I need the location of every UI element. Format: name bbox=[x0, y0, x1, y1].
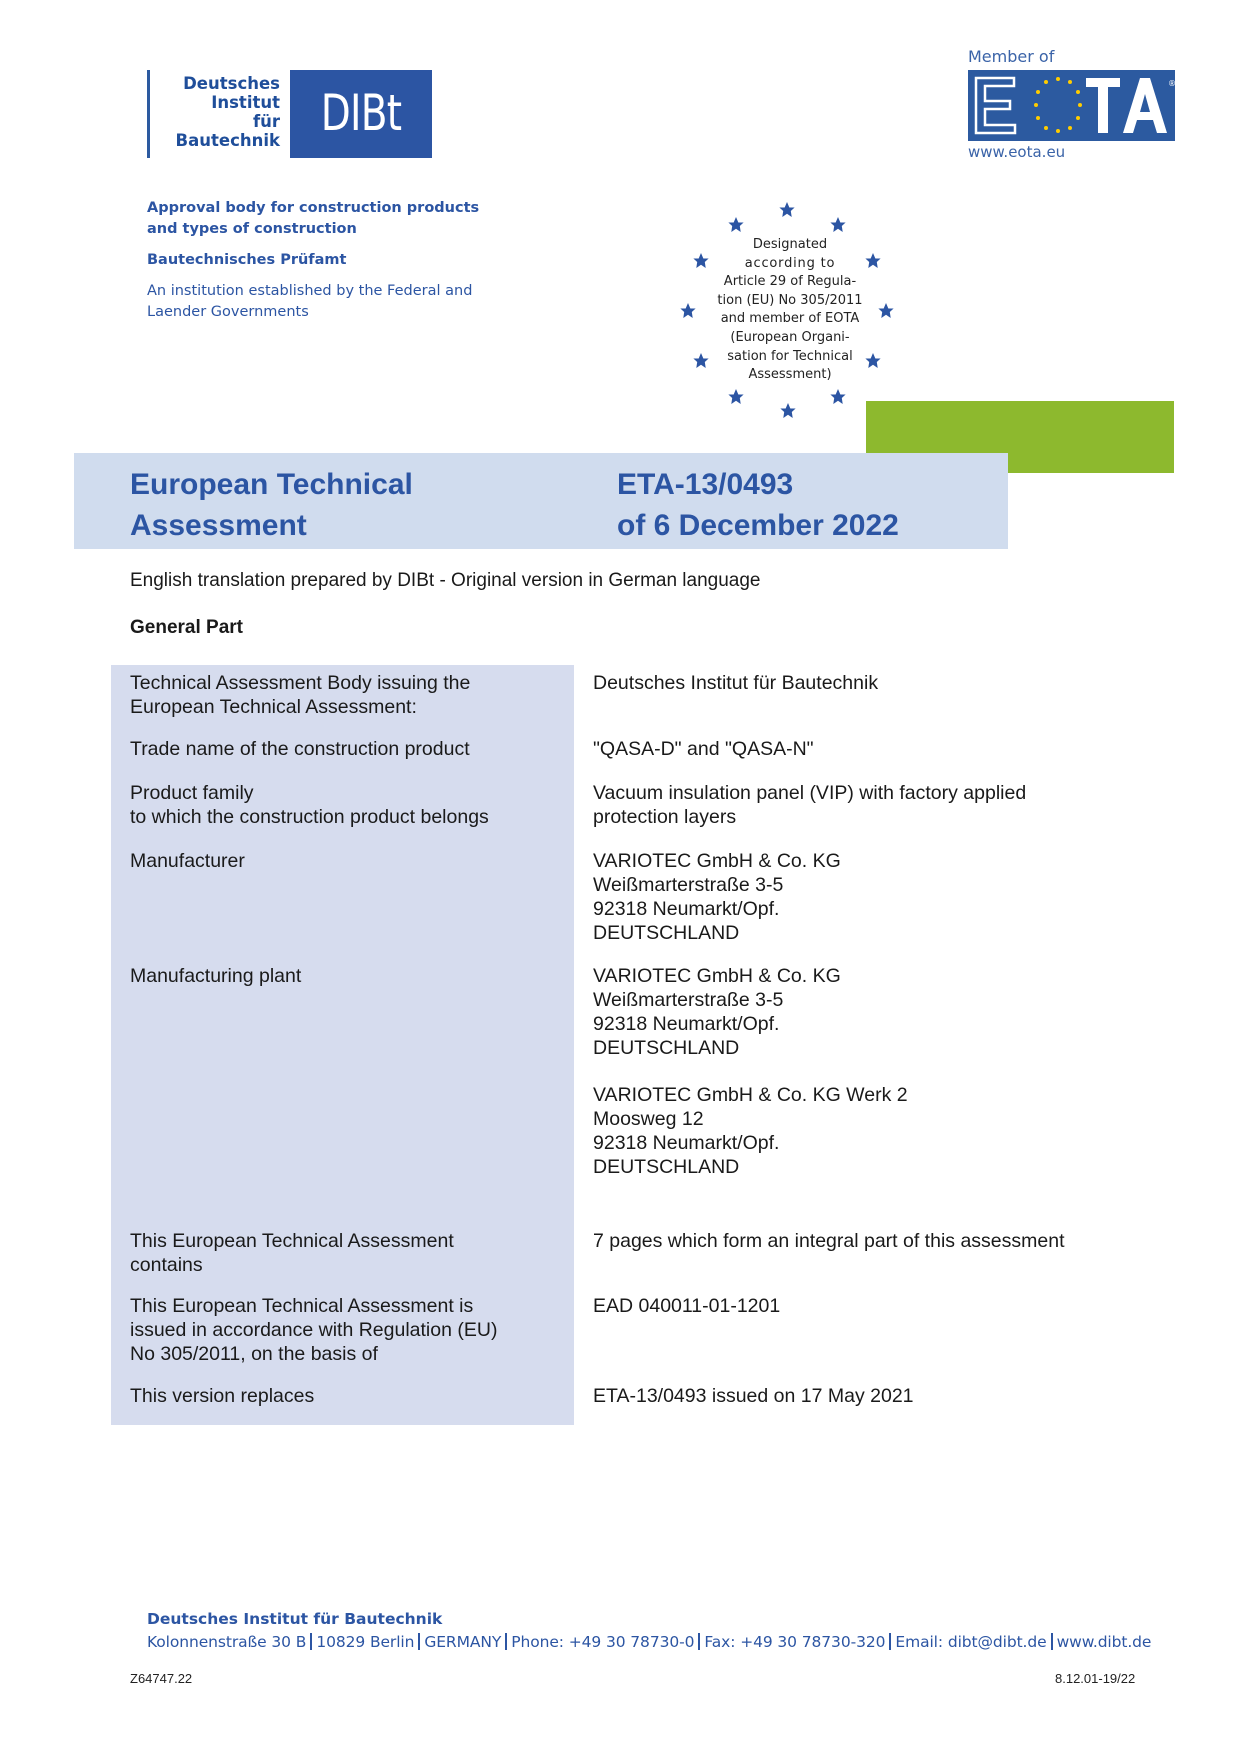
email-link[interactable]: Email: dibt@dibt.de bbox=[895, 1633, 1047, 1651]
table-row-value bbox=[593, 781, 1026, 829]
table-row-value bbox=[593, 737, 814, 761]
value-line: VARIOTEC GmbH & Co. KG Werk 2 bbox=[593, 1084, 908, 1106]
website-link[interactable]: www.dibt.de bbox=[1056, 1633, 1152, 1651]
separator bbox=[505, 1633, 507, 1650]
label-line: contains bbox=[130, 1254, 203, 1276]
star-icon bbox=[693, 253, 708, 268]
dibt-name-line: Institut bbox=[211, 93, 280, 112]
dibt-name-line: für bbox=[252, 112, 280, 131]
table-row-value bbox=[593, 849, 841, 945]
label-line: European Technical Assessment: bbox=[130, 696, 417, 718]
footer-address bbox=[147, 1633, 1151, 1651]
section-title: General Part bbox=[130, 617, 243, 638]
document-title-line: Assessment bbox=[130, 509, 307, 542]
value-line: protection layers bbox=[593, 806, 737, 828]
designated-line: Assessment) bbox=[748, 367, 832, 383]
approval-line: and types of construction bbox=[147, 221, 357, 237]
designated-line: according to bbox=[744, 255, 836, 271]
star-icon bbox=[693, 353, 708, 368]
star-icon bbox=[728, 217, 743, 232]
table-row-label bbox=[130, 849, 245, 873]
table-row-label bbox=[130, 1384, 314, 1408]
value-line: Deutsches Institut für Bautechnik bbox=[593, 672, 879, 694]
table-row-value bbox=[593, 1229, 1065, 1253]
table-row-value bbox=[593, 671, 878, 695]
value-line: 92318 Neumarkt/Opf. bbox=[593, 898, 780, 920]
star-icon bbox=[865, 353, 880, 368]
value-line: VARIOTEC GmbH & Co. KG bbox=[593, 965, 841, 987]
document-reference: 8.12.01-19/22 bbox=[1055, 1671, 1136, 1686]
label-line: Technical Assessment Body issuing the bbox=[130, 672, 471, 694]
fax-number: Fax: +49 30 78730-320 bbox=[704, 1633, 886, 1651]
label-line: Product family bbox=[130, 782, 254, 804]
separator bbox=[310, 1633, 312, 1650]
label-line: This European Technical Assessment is bbox=[130, 1295, 474, 1317]
document-id: Z64747.22 bbox=[130, 1671, 193, 1686]
separator bbox=[418, 1633, 420, 1650]
value-line: 7 pages which form an integral part of this assessment bbox=[593, 1230, 1065, 1252]
label-line: to which the construction product belongs bbox=[130, 806, 489, 828]
label-line: Manufacturer bbox=[130, 850, 245, 872]
value-line: Weißmarterstraße 3-5 bbox=[593, 874, 784, 896]
translation-note: English translation prepared by DIBt - Original version in German language bbox=[130, 570, 761, 591]
table-row-label bbox=[130, 964, 301, 988]
approval-line: Bautechnisches Prüfamt bbox=[147, 252, 347, 268]
star-icon bbox=[865, 253, 880, 268]
designated-line: Designated bbox=[752, 237, 828, 252]
label-line: Manufacturing plant bbox=[130, 965, 302, 987]
star-icon bbox=[779, 202, 794, 217]
approval-line: An institution established by the Federal and bbox=[147, 283, 473, 299]
svg-text:®: ® bbox=[1168, 79, 1176, 88]
label-line: Trade name of the construction product bbox=[130, 738, 470, 760]
eota-member-of: Member of bbox=[968, 47, 1055, 66]
table-row-value bbox=[593, 1384, 914, 1408]
eota-url: www.eota.eu bbox=[968, 143, 1066, 161]
separator bbox=[698, 1633, 700, 1650]
value-line: VARIOTEC GmbH & Co. KG bbox=[593, 850, 841, 872]
value-line: DEUTSCHLAND bbox=[593, 1037, 740, 1059]
label-line: This version replaces bbox=[130, 1385, 315, 1407]
designated-line: Article 29 of Regula- bbox=[723, 274, 857, 290]
footer-organization: Deutsches Institut für Bautechnik bbox=[147, 1610, 443, 1628]
table-row-label bbox=[130, 737, 470, 761]
designated-line: (European Organi- bbox=[730, 329, 850, 345]
dibt-name-line: Bautechnik bbox=[175, 131, 280, 150]
table-row-label bbox=[130, 1229, 454, 1277]
document-title bbox=[130, 464, 413, 546]
dibt-logo-name bbox=[150, 74, 280, 150]
dibt-logo-mark-text: DIBt bbox=[320, 84, 402, 142]
value-line: EAD 040011-01-1201 bbox=[593, 1295, 781, 1317]
address-street: Kolonnenstraße 30 B bbox=[147, 1633, 307, 1651]
value-line: 92318 Neumarkt/Opf. bbox=[593, 1013, 780, 1035]
designated-text bbox=[713, 236, 867, 385]
separator bbox=[1051, 1633, 1053, 1650]
value-line: Moosweg 12 bbox=[593, 1108, 704, 1130]
star-icon bbox=[830, 217, 845, 232]
eta-number: ETA-13/0493 bbox=[617, 468, 794, 501]
eota-logo bbox=[968, 70, 1175, 141]
designated-line: tion (EU) No 305/2011 bbox=[717, 292, 863, 308]
designated-line: sation for Technical bbox=[727, 348, 853, 364]
phone-number: Phone: +49 30 78730-0 bbox=[511, 1633, 695, 1651]
address-country: GERMANY bbox=[424, 1633, 502, 1651]
dibt-name-line: Deutsches bbox=[183, 74, 280, 93]
table-row-value bbox=[593, 1083, 908, 1179]
document-title-line: European Technical bbox=[130, 468, 413, 501]
designated-line: and member of EOTA bbox=[720, 311, 860, 327]
approval-body-text bbox=[147, 198, 547, 333]
star-icon bbox=[830, 389, 845, 404]
label-line: This European Technical Assessment bbox=[130, 1230, 454, 1252]
star-icon bbox=[680, 303, 695, 318]
value-line: "QASA-D" and "QASA-N" bbox=[593, 738, 814, 760]
star-icon bbox=[878, 303, 893, 318]
label-line: No 305/2011, on the basis of bbox=[130, 1343, 378, 1365]
approval-line: Approval body for construction products bbox=[147, 200, 480, 216]
table-row-label bbox=[130, 671, 470, 719]
address-city: 10829 Berlin bbox=[316, 1633, 415, 1651]
star-icon bbox=[728, 389, 743, 404]
dibt-logo-mark bbox=[290, 70, 432, 158]
table-row-value bbox=[593, 1294, 780, 1318]
eta-date: of 6 December 2022 bbox=[617, 509, 899, 542]
table-row-label bbox=[130, 781, 489, 829]
value-line: DEUTSCHLAND bbox=[593, 1156, 740, 1178]
value-line: Vacuum insulation panel (VIP) with factory applied bbox=[593, 782, 1027, 804]
value-line: DEUTSCHLAND bbox=[593, 922, 740, 944]
value-line: 92318 Neumarkt/Opf. bbox=[593, 1132, 780, 1154]
value-line: ETA-13/0493 issued on 17 May 2021 bbox=[593, 1385, 914, 1407]
value-line: Weißmarterstraße 3-5 bbox=[593, 989, 784, 1011]
document-number bbox=[617, 464, 899, 546]
separator bbox=[889, 1633, 891, 1650]
star-icon bbox=[780, 403, 795, 418]
label-line: issued in accordance with Regulation (EU) bbox=[130, 1319, 498, 1341]
table-row-label bbox=[130, 1294, 497, 1366]
table-row-value bbox=[593, 964, 841, 1060]
eota-logo-mark bbox=[968, 70, 1175, 141]
approval-line: Laender Governments bbox=[147, 304, 309, 320]
